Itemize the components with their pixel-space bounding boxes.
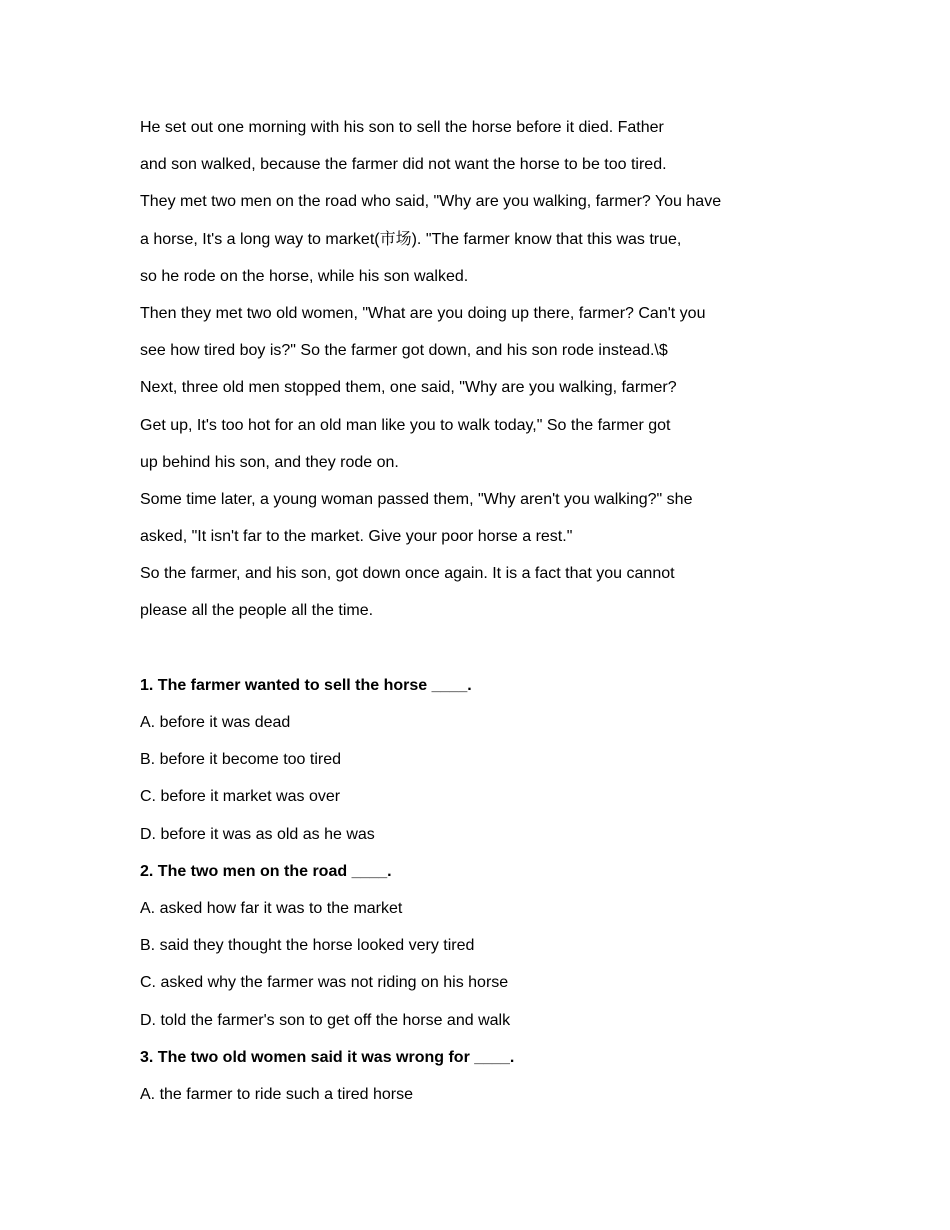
question-1 [140,676,860,862]
answer-option: C. before it market was over [140,788,341,806]
passage-line: He set out one morning with his son to sell the horse before it died. Father [140,119,664,136]
passage-line: asked, "It isn't far to the market. Give your poor horse a rest." [140,528,573,546]
passage-line: see how tired boy is?" So the farmer got down, and his son rode instead.\$ [140,342,668,360]
passage-line: So the farmer, and his son, got down once again. It is a fact that you cannot [140,565,675,583]
reading-passage [140,118,860,639]
question-stem: 3. The two old women said it was wrong for ____. [140,1048,515,1066]
question-stem: 1. The farmer wanted to sell the horse ____. [140,676,472,694]
answer-option: B. said they thought the horse looked very tired [140,937,475,955]
question-stem: 2. The two men on the road ____. [140,862,392,880]
passage-line: They met two men on the road who said, "Why are you walking, farmer? You have [140,193,722,211]
answer-option: A. the farmer to ride such a tired horse [140,1085,414,1103]
passage-line: Then they met two old women, "What are you doing up there, farmer? Can't you [140,304,706,322]
passage-line: Next, three old men stopped them, one said, "Why are you walking, farmer? [140,379,677,397]
passage-line: up behind his son, and they rode on. [140,453,399,471]
question-2 [140,862,860,1048]
passage-line: Some time later, a young woman passed them, "Why aren't you walking?" she [140,490,693,508]
answer-option: A. before it was dead [140,714,291,731]
passage-line: a horse, It's a long way to market(市场). "The farmer know that this was true, [140,230,682,248]
passage-line: and son walked, because the farmer did not want the horse to be too tired. [140,156,667,174]
answer-option: D. before it was as old as he was [140,825,375,843]
answer-option: A. asked how far it was to the market [140,899,403,917]
section-spacer [140,639,860,676]
passage-line: so he rode on the horse, while his son walked. [140,267,469,285]
answer-option: C. asked why the farmer was not riding on his horse [140,974,509,992]
passage-line: Get up, It's too hot for an old man like you to walk today," So the farmer got [140,416,671,434]
document-content [140,118,860,1122]
question-3 [140,1048,860,1122]
passage-line: please all the people all the time. [140,602,374,620]
answer-option: D. told the farmer's son to get off the horse and walk [140,1011,511,1029]
answer-option: B. before it become too tired [140,751,341,769]
